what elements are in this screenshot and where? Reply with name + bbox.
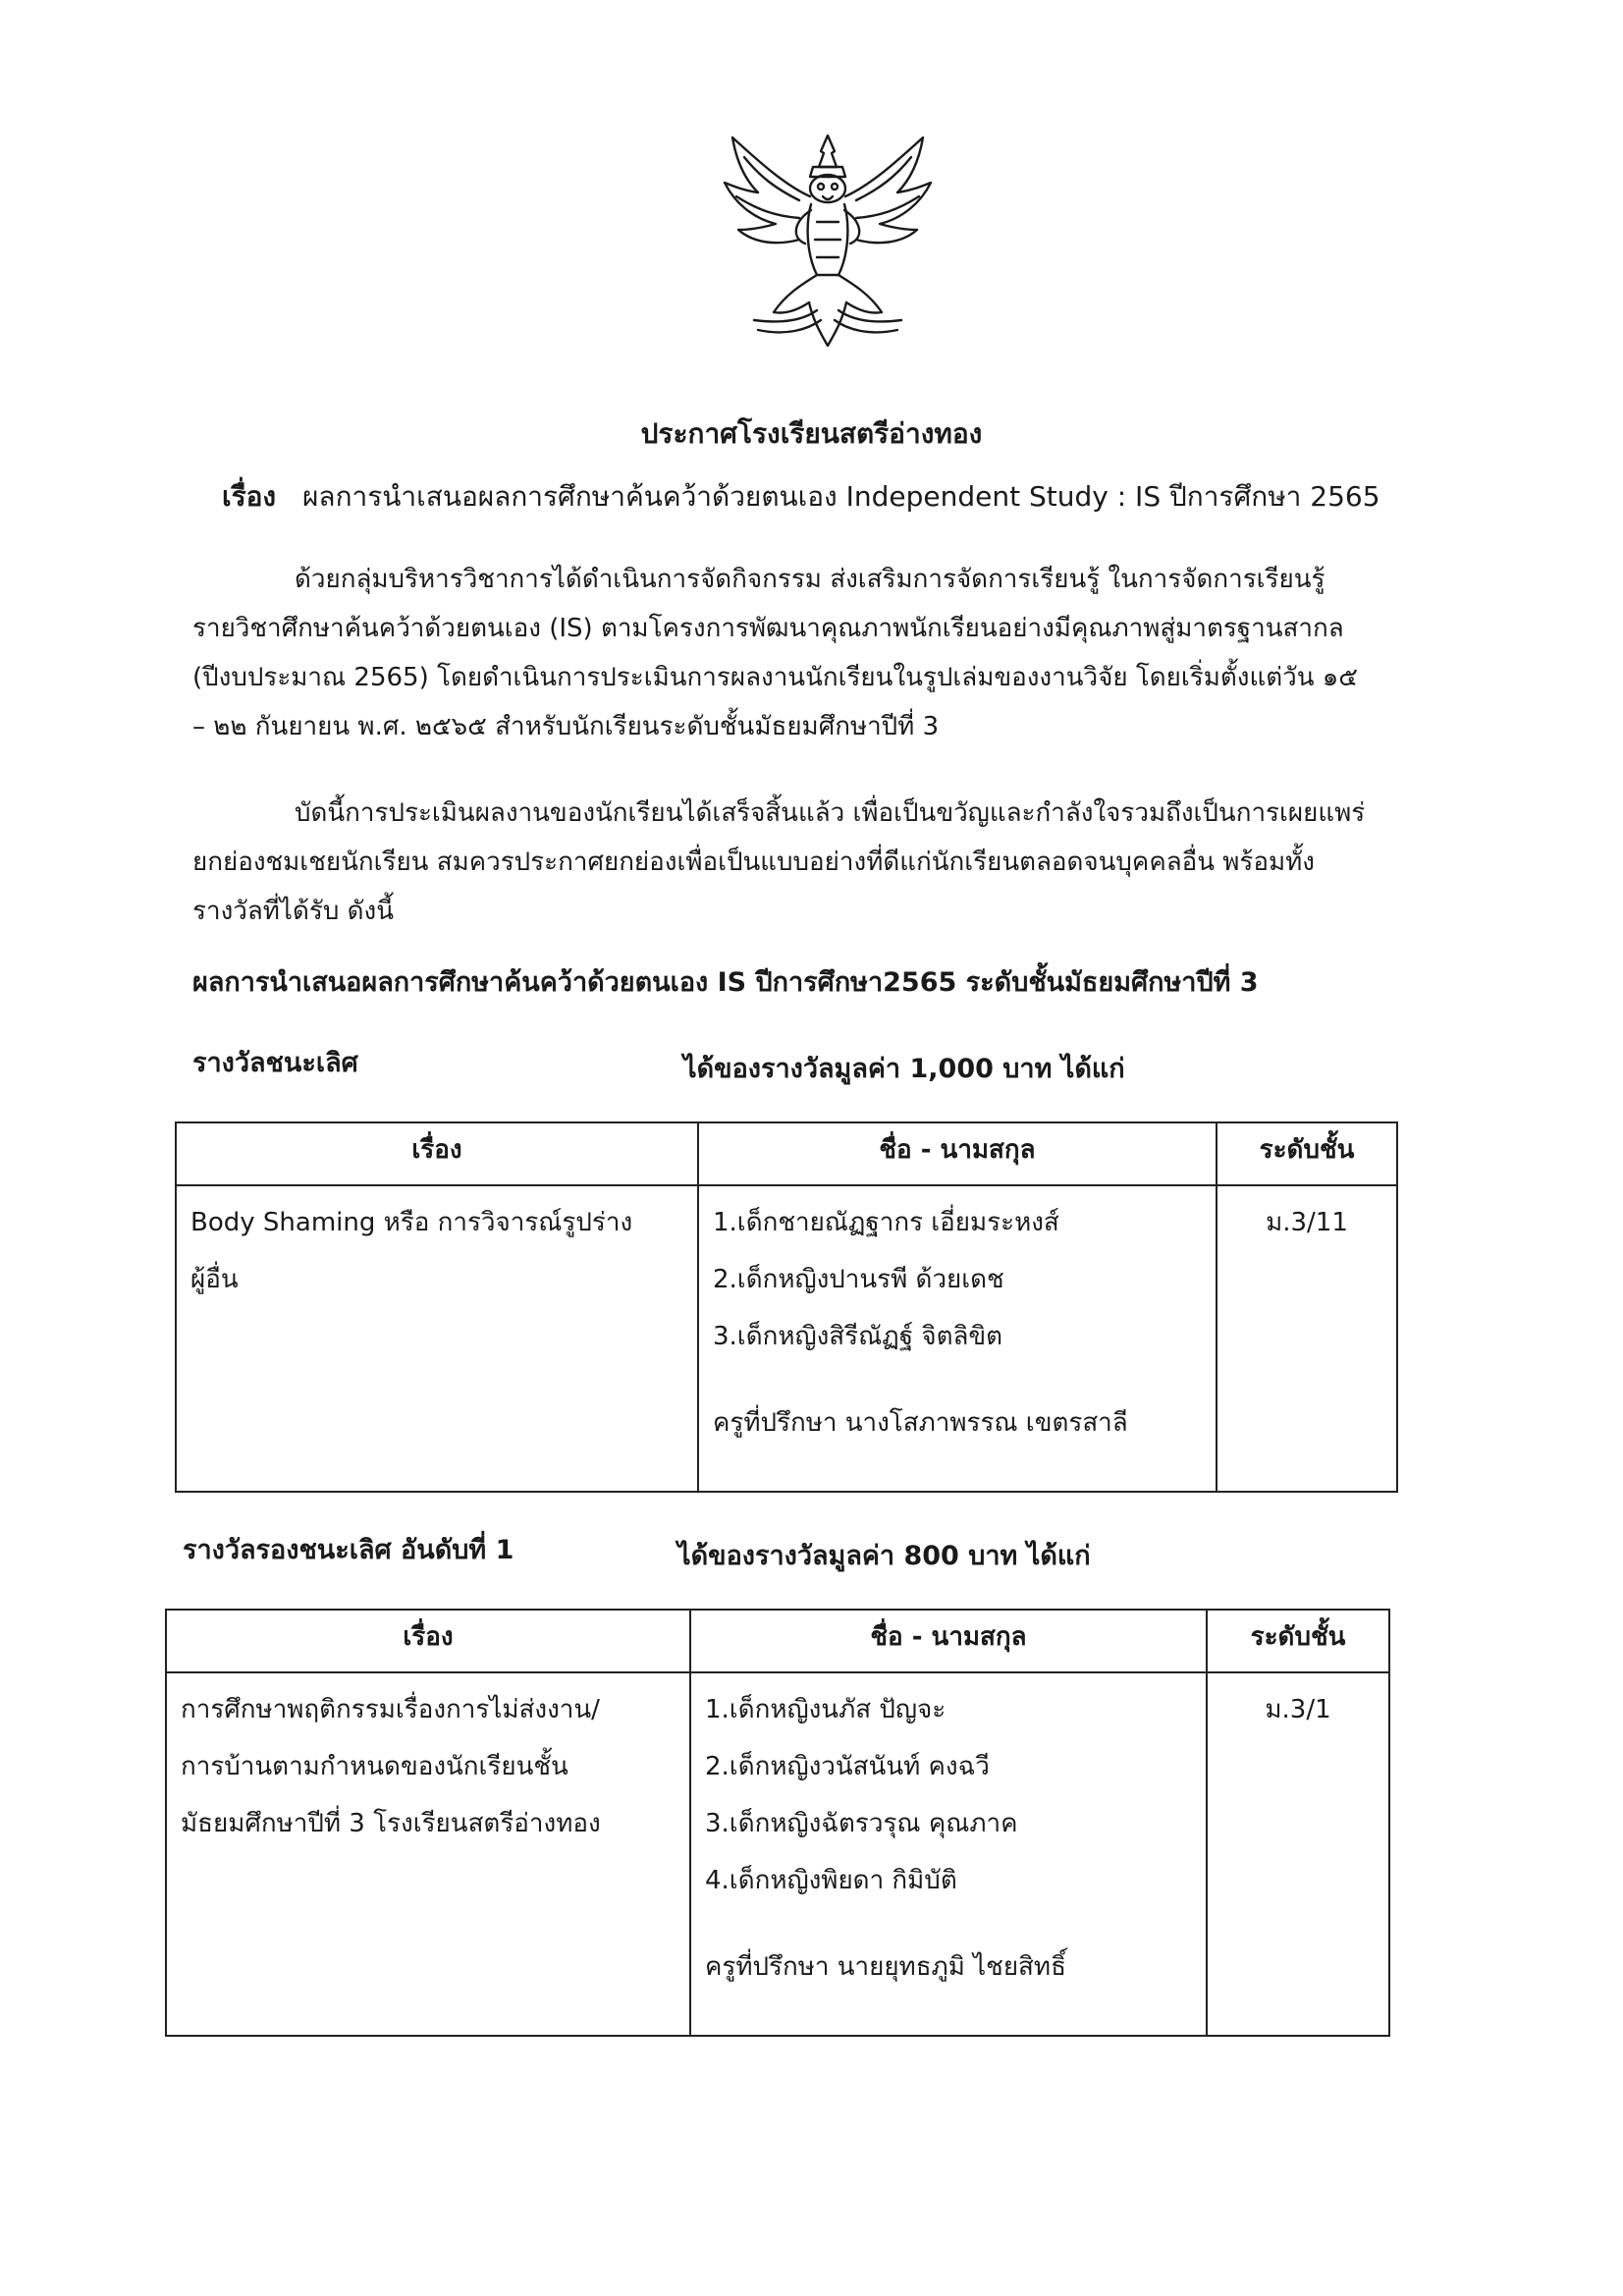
member-name: 3.เด็กหญิงสิรีณัฏฐ์ จิตลิขิต <box>713 1322 1003 1351</box>
topic-line: การบ้านตามกำหนดของนักเรียนชั้น <box>181 1752 568 1781</box>
header-topic: เรื่อง <box>176 1122 698 1185</box>
award-prize: ได้ของรางวัลมูลค่า 1,000 บาท ได้แก่ <box>683 1054 1125 1084</box>
header-level: ระดับชั้น <box>1207 1610 1389 1672</box>
subject-label: เรื่อง <box>222 480 277 513</box>
award-prize: ได้ของรางวัลมูลค่า 800 บาท ได้แก่ <box>677 1541 1091 1571</box>
table-header-row <box>166 1610 1389 1672</box>
table-header-row <box>176 1122 1397 1185</box>
announcement-subject <box>222 475 1380 519</box>
garuda-emblem <box>715 128 941 352</box>
announcement-title: ประกาศโรงเรียนสตรีอ่างทอง <box>640 417 983 450</box>
paragraph-1-line: (ปีงบประมาณ 2565) โดยดำเนินการประเมินการผลงานนักเรียนในรูปเล่มของงานวิจัย โดยเริ่มตั้งแต่วัน ๑๕ <box>192 663 1358 692</box>
paragraph-1-line: รายวิชาศึกษาค้นคว้าด้วยตนเอง (IS) ตามโครงการพัฒนาคุณภาพนักเรียนอย่างมีคุณภาพสู่มาตรฐานสากล <box>192 614 1344 643</box>
topic-cell <box>176 1185 698 1492</box>
award-table-1 <box>175 1121 1398 1493</box>
paragraph-2-line: รางวัลที่ได้รับ ดังนี้ <box>192 897 394 926</box>
header-name: ชื่อ - นามสกุล <box>698 1122 1217 1185</box>
topic-line: การศึกษาพฤติกรรมเรื่องการไม่ส่งงาน/ <box>181 1695 600 1724</box>
advisor-name: ครูที่ปรึกษา นายยุทธภูมิ ไชยสิทธิ์ <box>705 1952 1066 1982</box>
member-name: 2.เด็กหญิงปานรพี ด้วยเดช <box>713 1265 1004 1294</box>
paragraph-1-line: – ๒๒ กันยายน พ.ศ. ๒๕๖๕ สำหรับนักเรียนระดับชั้นมัธยมศึกษาปีที่ 3 <box>192 712 940 741</box>
award-title: รางวัลรองชนะเลิศ อันดับที่ 1 <box>183 1535 514 1565</box>
header-topic: เรื่อง <box>166 1610 690 1672</box>
table-row <box>166 1672 1389 2036</box>
topic-line: ผู้อื่น <box>190 1265 239 1294</box>
results-heading: ผลการนำเสนอผลการศึกษาค้นคว้าด้วยตนเอง IS ปีการศึกษา2565 ระดับชั้นมัธยมศึกษาปีที่ 3 <box>192 967 1259 998</box>
table-row <box>176 1185 1397 1492</box>
member-name: 1.เด็กชายณัฏฐากร เอี่ยมระหงส์ <box>713 1208 1059 1237</box>
topic-line: มัธยมศึกษาปีที่ 3 โรงเรียนสตรีอ่างทอง <box>181 1809 601 1838</box>
members-cell <box>698 1185 1217 1492</box>
award-title: รางวัลชนะเลิศ <box>192 1048 358 1078</box>
members-cell <box>690 1672 1207 2036</box>
member-name: 4.เด็กหญิงพิยดา กิมิบัติ <box>705 1866 957 1895</box>
member-name: 1.เด็กหญิงนภัส ปัญจะ <box>705 1695 947 1724</box>
subject-text: ผลการนำเสนอผลการศึกษาค้นคว้าด้วยตนเอง Independent Study : IS ปีการศึกษา 2565 <box>302 480 1380 513</box>
member-name: 2.เด็กหญิงวนัสนันท์ คงฉวี <box>705 1752 990 1781</box>
level-cell: ม.3/1 <box>1207 1672 1389 2036</box>
advisor-name: ครูที่ปรึกษา นางโสภาพรรณ เขตรสาลี <box>713 1408 1128 1438</box>
level-cell: ม.3/11 <box>1217 1185 1397 1492</box>
paragraph-2-line: บัดนี้การประเมินผลงานของนักเรียนได้เสร็จสิ้นแล้ว เพื่อเป็นขวัญและกำลังใจรวมถึงเป็นการเผยแพร่ <box>295 798 1366 828</box>
header-level: ระดับชั้น <box>1217 1122 1397 1185</box>
award-table-2 <box>165 1609 1390 2037</box>
member-name: 3.เด็กหญิงฉัตรวรุณ คุณภาค <box>705 1809 1018 1838</box>
paragraph-1-line: ด้วยกลุ่มบริหารวิชาการได้ดำเนินการจัดกิจกรรม ส่งเสริมการจัดการเรียนรู้ ในการจัดการเรียนรู้ <box>295 565 1325 594</box>
topic-cell <box>166 1672 690 2036</box>
topic-line: Body Shaming หรือ การวิจารณ์รูปร่าง <box>190 1208 633 1237</box>
header-name: ชื่อ - นามสกุล <box>690 1610 1207 1672</box>
paragraph-2-line: ยกย่องชมเชยนักเรียน สมควรประกาศยกย่องเพื่อเป็นแบบอย่างที่ดีแก่นักเรียนตลอดจนบุคคลอื่น พร้อมทั้ง <box>192 847 1315 877</box>
